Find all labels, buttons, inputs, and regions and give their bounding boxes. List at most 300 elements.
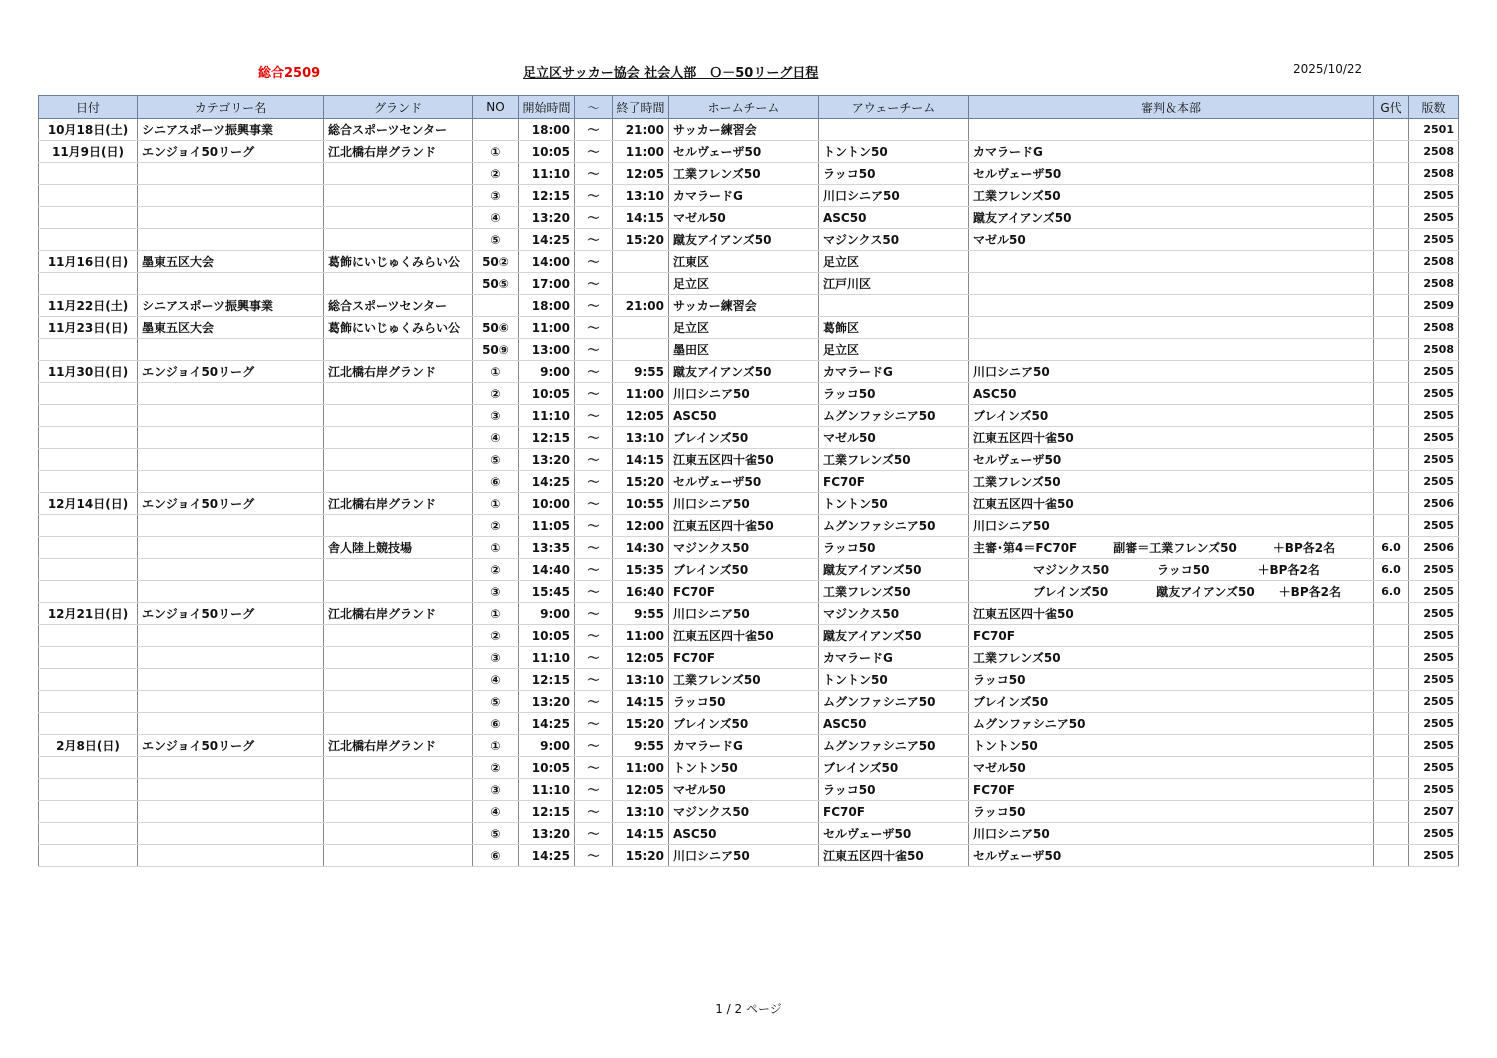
date-cell [39, 559, 138, 581]
document-code: 総合2509 [258, 66, 321, 81]
match-no-cell: 50⑤ [473, 273, 519, 295]
table-row [39, 141, 1459, 163]
referee-cell [969, 119, 1374, 141]
referee-cell [969, 273, 1374, 295]
start-time-cell: 9:00 [519, 735, 575, 757]
date-cell: 11月30日(日) [39, 361, 138, 383]
start-time-cell: 14:40 [519, 559, 575, 581]
start-time-cell: 12:15 [519, 669, 575, 691]
g-cell [1374, 295, 1409, 317]
table-row [39, 713, 1459, 735]
version-cell: 2505 [1409, 471, 1459, 493]
date-cell: 11月22日(土) [39, 295, 138, 317]
referee-cell [969, 295, 1374, 317]
ground-cell [324, 581, 473, 603]
ground-cell: 江北橋右岸グランド [324, 141, 473, 163]
home-team-cell: ブレインズ50 [669, 427, 819, 449]
end-time-cell: 11:00 [613, 625, 669, 647]
home-team-cell: ASC50 [669, 405, 819, 427]
table-row [39, 537, 1459, 559]
tilde-cell: ～ [575, 669, 613, 691]
referee-cell: 川口シニア50 [969, 823, 1374, 845]
away-team-cell: トントン50 [819, 493, 969, 515]
category-cell [138, 449, 324, 471]
g-cell [1374, 207, 1409, 229]
version-cell: 2507 [1409, 801, 1459, 823]
category-cell [138, 471, 324, 493]
ground-cell: 葛飾にいじゅくみらい公 [324, 251, 473, 273]
category-cell [138, 515, 324, 537]
category-cell [138, 559, 324, 581]
category-cell [138, 779, 324, 801]
ground-cell [324, 185, 473, 207]
match-no-cell: ① [473, 493, 519, 515]
away-team-cell: ムグンファシニア50 [819, 735, 969, 757]
g-cell [1374, 779, 1409, 801]
start-time-cell: 9:00 [519, 603, 575, 625]
g-cell [1374, 317, 1409, 339]
end-time-cell: 9:55 [613, 603, 669, 625]
match-no-cell: ③ [473, 185, 519, 207]
away-team-cell: ムグンファシニア50 [819, 691, 969, 713]
end-time-cell: 13:10 [613, 801, 669, 823]
home-team-cell: ASC50 [669, 823, 819, 845]
referee-cell: 江東五区四十雀50 [969, 493, 1374, 515]
tilde-cell: ～ [575, 735, 613, 757]
tilde-cell: ～ [575, 559, 613, 581]
category-cell [138, 647, 324, 669]
away-team-cell: セルヴェーザ50 [819, 823, 969, 845]
start-time-cell: 13:00 [519, 339, 575, 361]
version-cell: 2505 [1409, 427, 1459, 449]
version-cell: 2508 [1409, 273, 1459, 295]
end-time-cell: 14:30 [613, 537, 669, 559]
away-team-cell: トントン50 [819, 141, 969, 163]
referee-cell: ブレインズ50 [969, 405, 1374, 427]
g-cell [1374, 427, 1409, 449]
version-cell: 2508 [1409, 339, 1459, 361]
version-cell: 2505 [1409, 229, 1459, 251]
away-team-cell: マゼル50 [819, 427, 969, 449]
category-cell: シニアスポーツ振興事業 [138, 119, 324, 141]
table-row [39, 515, 1459, 537]
tilde-cell: ～ [575, 185, 613, 207]
ground-cell [324, 163, 473, 185]
away-team-cell: 葛飾区 [819, 317, 969, 339]
tilde-cell: ～ [575, 207, 613, 229]
date-cell [39, 691, 138, 713]
start-time-cell: 18:00 [519, 119, 575, 141]
end-time-cell: 11:00 [613, 141, 669, 163]
date-cell [39, 669, 138, 691]
date-cell [39, 383, 138, 405]
g-cell [1374, 823, 1409, 845]
category-cell: シニアスポーツ振興事業 [138, 295, 324, 317]
version-cell: 2505 [1409, 647, 1459, 669]
match-no-cell: ① [473, 603, 519, 625]
ground-cell [324, 559, 473, 581]
version-cell: 2506 [1409, 537, 1459, 559]
home-team-cell: 蹴友アイアンズ50 [669, 361, 819, 383]
category-cell [138, 207, 324, 229]
home-team-cell: 蹴友アイアンズ50 [669, 229, 819, 251]
version-cell: 2505 [1409, 779, 1459, 801]
home-team-cell: マゼル50 [669, 207, 819, 229]
category-cell: 墨東五区大会 [138, 251, 324, 273]
table-row [39, 163, 1459, 185]
table-row [39, 449, 1459, 471]
category-cell [138, 581, 324, 603]
table-row [39, 779, 1459, 801]
away-team-cell: 工業フレンズ50 [819, 449, 969, 471]
start-time-cell: 10:00 [519, 493, 575, 515]
ground-cell [324, 845, 473, 867]
g-cell [1374, 119, 1409, 141]
ground-cell: 江北橋右岸グランド [324, 735, 473, 757]
date-cell [39, 273, 138, 295]
version-cell: 2501 [1409, 119, 1459, 141]
referee-cell: 江東五区四十雀50 [969, 427, 1374, 449]
match-no-cell: ⑤ [473, 449, 519, 471]
home-team-cell: サッカー練習会 [669, 295, 819, 317]
ground-cell [324, 801, 473, 823]
version-cell: 2509 [1409, 295, 1459, 317]
g-cell [1374, 801, 1409, 823]
tilde-cell: ～ [575, 273, 613, 295]
category-cell [138, 273, 324, 295]
tilde-cell: ～ [575, 581, 613, 603]
version-cell: 2505 [1409, 515, 1459, 537]
date-cell [39, 845, 138, 867]
tilde-cell: ～ [575, 163, 613, 185]
match-no-cell: ③ [473, 581, 519, 603]
away-team-cell: ブレインズ50 [819, 757, 969, 779]
category-cell [138, 163, 324, 185]
ground-cell [324, 647, 473, 669]
col-header-referee: 審判＆本部 [969, 96, 1374, 119]
end-time-cell: 11:00 [613, 757, 669, 779]
away-team-cell: ムグンファシニア50 [819, 405, 969, 427]
ground-cell: 総合スポーツセンター [324, 295, 473, 317]
match-no-cell: ① [473, 735, 519, 757]
away-team-cell [819, 295, 969, 317]
match-no-cell: ③ [473, 405, 519, 427]
category-cell [138, 229, 324, 251]
ground-cell [324, 207, 473, 229]
home-team-cell: 工業フレンズ50 [669, 669, 819, 691]
home-team-cell: 江東五区四十雀50 [669, 625, 819, 647]
date-cell [39, 185, 138, 207]
g-cell: 6.0 [1374, 581, 1409, 603]
match-no-cell [473, 119, 519, 141]
col-header-tilde: ～ [575, 96, 613, 119]
start-time-cell: 13:20 [519, 823, 575, 845]
match-no-cell: 50⑥ [473, 317, 519, 339]
home-team-cell: FC70F [669, 581, 819, 603]
home-team-cell: 江東五区四十雀50 [669, 449, 819, 471]
start-time-cell: 10:05 [519, 383, 575, 405]
tilde-cell: ～ [575, 515, 613, 537]
category-cell [138, 339, 324, 361]
tilde-cell: ～ [575, 603, 613, 625]
ground-cell [324, 779, 473, 801]
start-time-cell: 14:25 [519, 845, 575, 867]
g-cell [1374, 845, 1409, 867]
category-cell [138, 185, 324, 207]
date-cell: 10月18日(土) [39, 119, 138, 141]
version-cell: 2505 [1409, 361, 1459, 383]
match-no-cell: ② [473, 163, 519, 185]
match-no-cell: ② [473, 559, 519, 581]
tilde-cell: ～ [575, 757, 613, 779]
ground-cell [324, 713, 473, 735]
table-row [39, 339, 1459, 361]
start-time-cell: 18:00 [519, 295, 575, 317]
document-title: 足立区サッカー協会 社会人部 Ｏ－50リーグ日程 [523, 66, 819, 81]
table-row [39, 471, 1459, 493]
category-cell: エンジョイ50リーグ [138, 735, 324, 757]
end-time-cell: 15:20 [613, 713, 669, 735]
home-team-cell: トントン50 [669, 757, 819, 779]
date-cell [39, 823, 138, 845]
referee-cell: ムグンファシニア50 [969, 713, 1374, 735]
table-row [39, 581, 1459, 603]
g-cell [1374, 185, 1409, 207]
table-row [39, 405, 1459, 427]
date-cell [39, 339, 138, 361]
ground-cell [324, 757, 473, 779]
version-cell: 2505 [1409, 823, 1459, 845]
header-row [39, 96, 1459, 119]
ground-cell [324, 383, 473, 405]
date-cell [39, 229, 138, 251]
ground-cell [324, 427, 473, 449]
end-time-cell: 14:15 [613, 823, 669, 845]
category-cell: 墨東五区大会 [138, 317, 324, 339]
end-time-cell: 15:20 [613, 471, 669, 493]
table-row [39, 625, 1459, 647]
date-cell [39, 405, 138, 427]
start-time-cell: 12:15 [519, 801, 575, 823]
date-cell [39, 515, 138, 537]
table-row [39, 493, 1459, 515]
tilde-cell: ～ [575, 845, 613, 867]
referee-cell: 川口シニア50 [969, 515, 1374, 537]
table-row [39, 251, 1459, 273]
table-row [39, 383, 1459, 405]
category-cell: エンジョイ50リーグ [138, 493, 324, 515]
referee-cell: ブレインズ50 蹴友アイアンズ50 ＋BP各2名 [969, 581, 1374, 603]
g-cell: 6.0 [1374, 559, 1409, 581]
end-time-cell [613, 251, 669, 273]
away-team-cell: ラッコ50 [819, 163, 969, 185]
table-row [39, 647, 1459, 669]
category-cell [138, 537, 324, 559]
tilde-cell: ～ [575, 317, 613, 339]
referee-cell: 江東五区四十雀50 [969, 603, 1374, 625]
page-footer: 1 / 2 ページ [715, 1002, 782, 1016]
date-cell [39, 471, 138, 493]
match-no-cell: ④ [473, 427, 519, 449]
date-cell [39, 537, 138, 559]
home-team-cell: 足立区 [669, 317, 819, 339]
date-cell [39, 647, 138, 669]
col-header-category: カテゴリー名 [138, 96, 324, 119]
tilde-cell: ～ [575, 625, 613, 647]
category-cell [138, 801, 324, 823]
referee-cell: セルヴェーザ50 [969, 845, 1374, 867]
end-time-cell: 12:05 [613, 163, 669, 185]
home-team-cell: 足立区 [669, 273, 819, 295]
end-time-cell: 14:15 [613, 449, 669, 471]
col-header-away: アウェーチーム [819, 96, 969, 119]
home-team-cell: マゼル50 [669, 779, 819, 801]
home-team-cell: 江東区 [669, 251, 819, 273]
g-cell [1374, 625, 1409, 647]
end-time-cell: 15:20 [613, 845, 669, 867]
tilde-cell: ～ [575, 295, 613, 317]
start-time-cell: 14:25 [519, 229, 575, 251]
table-row [39, 823, 1459, 845]
table-row [39, 427, 1459, 449]
away-team-cell: 川口シニア50 [819, 185, 969, 207]
home-team-cell: ラッコ50 [669, 691, 819, 713]
home-team-cell: マジンクス50 [669, 537, 819, 559]
home-team-cell: 江東五区四十雀50 [669, 515, 819, 537]
table-row [39, 845, 1459, 867]
away-team-cell: 江東五区四十雀50 [819, 845, 969, 867]
version-cell: 2505 [1409, 735, 1459, 757]
end-time-cell: 9:55 [613, 361, 669, 383]
category-cell [138, 757, 324, 779]
match-no-cell: ② [473, 383, 519, 405]
end-time-cell: 9:55 [613, 735, 669, 757]
referee-cell [969, 339, 1374, 361]
home-team-cell: 墨田区 [669, 339, 819, 361]
category-cell: エンジョイ50リーグ [138, 141, 324, 163]
ground-cell: 舎人陸上競技場 [324, 537, 473, 559]
end-time-cell: 10:55 [613, 493, 669, 515]
away-team-cell: 蹴友アイアンズ50 [819, 559, 969, 581]
version-cell: 2508 [1409, 163, 1459, 185]
g-cell [1374, 669, 1409, 691]
home-team-cell: セルヴェーザ50 [669, 141, 819, 163]
referee-cell: マゼル50 [969, 229, 1374, 251]
away-team-cell: カマラードG [819, 647, 969, 669]
match-no-cell: ④ [473, 669, 519, 691]
version-cell: 2508 [1409, 141, 1459, 163]
col-header-home: ホームチーム [669, 96, 819, 119]
match-no-cell: ① [473, 361, 519, 383]
ground-cell [324, 691, 473, 713]
end-time-cell: 13:10 [613, 669, 669, 691]
ground-cell [324, 273, 473, 295]
start-time-cell: 15:45 [519, 581, 575, 603]
away-team-cell: ASC50 [819, 713, 969, 735]
away-team-cell: 蹴友アイアンズ50 [819, 625, 969, 647]
end-time-cell: 12:05 [613, 405, 669, 427]
ground-cell: 江北橋右岸グランド [324, 603, 473, 625]
ground-cell [324, 471, 473, 493]
date-cell [39, 581, 138, 603]
ground-cell: 葛飾にいじゅくみらい公 [324, 317, 473, 339]
date-cell [39, 163, 138, 185]
g-cell [1374, 229, 1409, 251]
ground-cell [324, 625, 473, 647]
match-no-cell: 50② [473, 251, 519, 273]
referee-cell: 工業フレンズ50 [969, 185, 1374, 207]
tilde-cell: ～ [575, 471, 613, 493]
table-row [39, 185, 1459, 207]
ground-cell [324, 669, 473, 691]
end-time-cell: 21:00 [613, 295, 669, 317]
category-cell [138, 713, 324, 735]
tilde-cell: ～ [575, 251, 613, 273]
version-cell: 2508 [1409, 317, 1459, 339]
match-no-cell: ① [473, 141, 519, 163]
start-time-cell: 11:00 [519, 317, 575, 339]
match-no-cell: ⑤ [473, 229, 519, 251]
tilde-cell: ～ [575, 537, 613, 559]
category-cell [138, 383, 324, 405]
col-header-ground: グランド [324, 96, 473, 119]
referee-cell: ラッコ50 [969, 669, 1374, 691]
g-cell [1374, 405, 1409, 427]
table-row [39, 317, 1459, 339]
referee-cell: 工業フレンズ50 [969, 471, 1374, 493]
g-cell [1374, 251, 1409, 273]
end-time-cell: 21:00 [613, 119, 669, 141]
match-no-cell [473, 295, 519, 317]
referee-cell: ラッコ50 [969, 801, 1374, 823]
away-team-cell: 江戸川区 [819, 273, 969, 295]
version-cell: 2505 [1409, 669, 1459, 691]
away-team-cell: ASC50 [819, 207, 969, 229]
referee-cell: ASC50 [969, 383, 1374, 405]
end-time-cell [613, 273, 669, 295]
referee-cell [969, 317, 1374, 339]
match-no-cell: ③ [473, 779, 519, 801]
start-time-cell: 13:20 [519, 691, 575, 713]
match-no-cell: ⑤ [473, 691, 519, 713]
end-time-cell: 12:05 [613, 647, 669, 669]
away-team-cell: ムグンファシニア50 [819, 515, 969, 537]
end-time-cell: 15:20 [613, 229, 669, 251]
away-team-cell: ラッコ50 [819, 779, 969, 801]
home-team-cell: 川口シニア50 [669, 845, 819, 867]
end-time-cell: 13:10 [613, 427, 669, 449]
referee-cell: ブレインズ50 [969, 691, 1374, 713]
version-cell: 2505 [1409, 757, 1459, 779]
table-row [39, 603, 1459, 625]
referee-cell: 主審･第4＝FC70F 副審＝工業フレンズ50 ＋BP各2名 [969, 537, 1374, 559]
end-time-cell: 14:15 [613, 207, 669, 229]
home-team-cell: セルヴェーザ50 [669, 471, 819, 493]
ground-cell: 江北橋右岸グランド [324, 493, 473, 515]
start-time-cell: 11:10 [519, 779, 575, 801]
away-team-cell: 工業フレンズ50 [819, 581, 969, 603]
home-team-cell: 川口シニア50 [669, 383, 819, 405]
g-cell [1374, 603, 1409, 625]
date-cell [39, 757, 138, 779]
col-header-version: 版数 [1409, 96, 1459, 119]
g-cell [1374, 141, 1409, 163]
g-cell [1374, 449, 1409, 471]
away-team-cell: マジンクス50 [819, 229, 969, 251]
away-team-cell: 足立区 [819, 339, 969, 361]
category-cell [138, 823, 324, 845]
referee-cell: 川口シニア50 [969, 361, 1374, 383]
